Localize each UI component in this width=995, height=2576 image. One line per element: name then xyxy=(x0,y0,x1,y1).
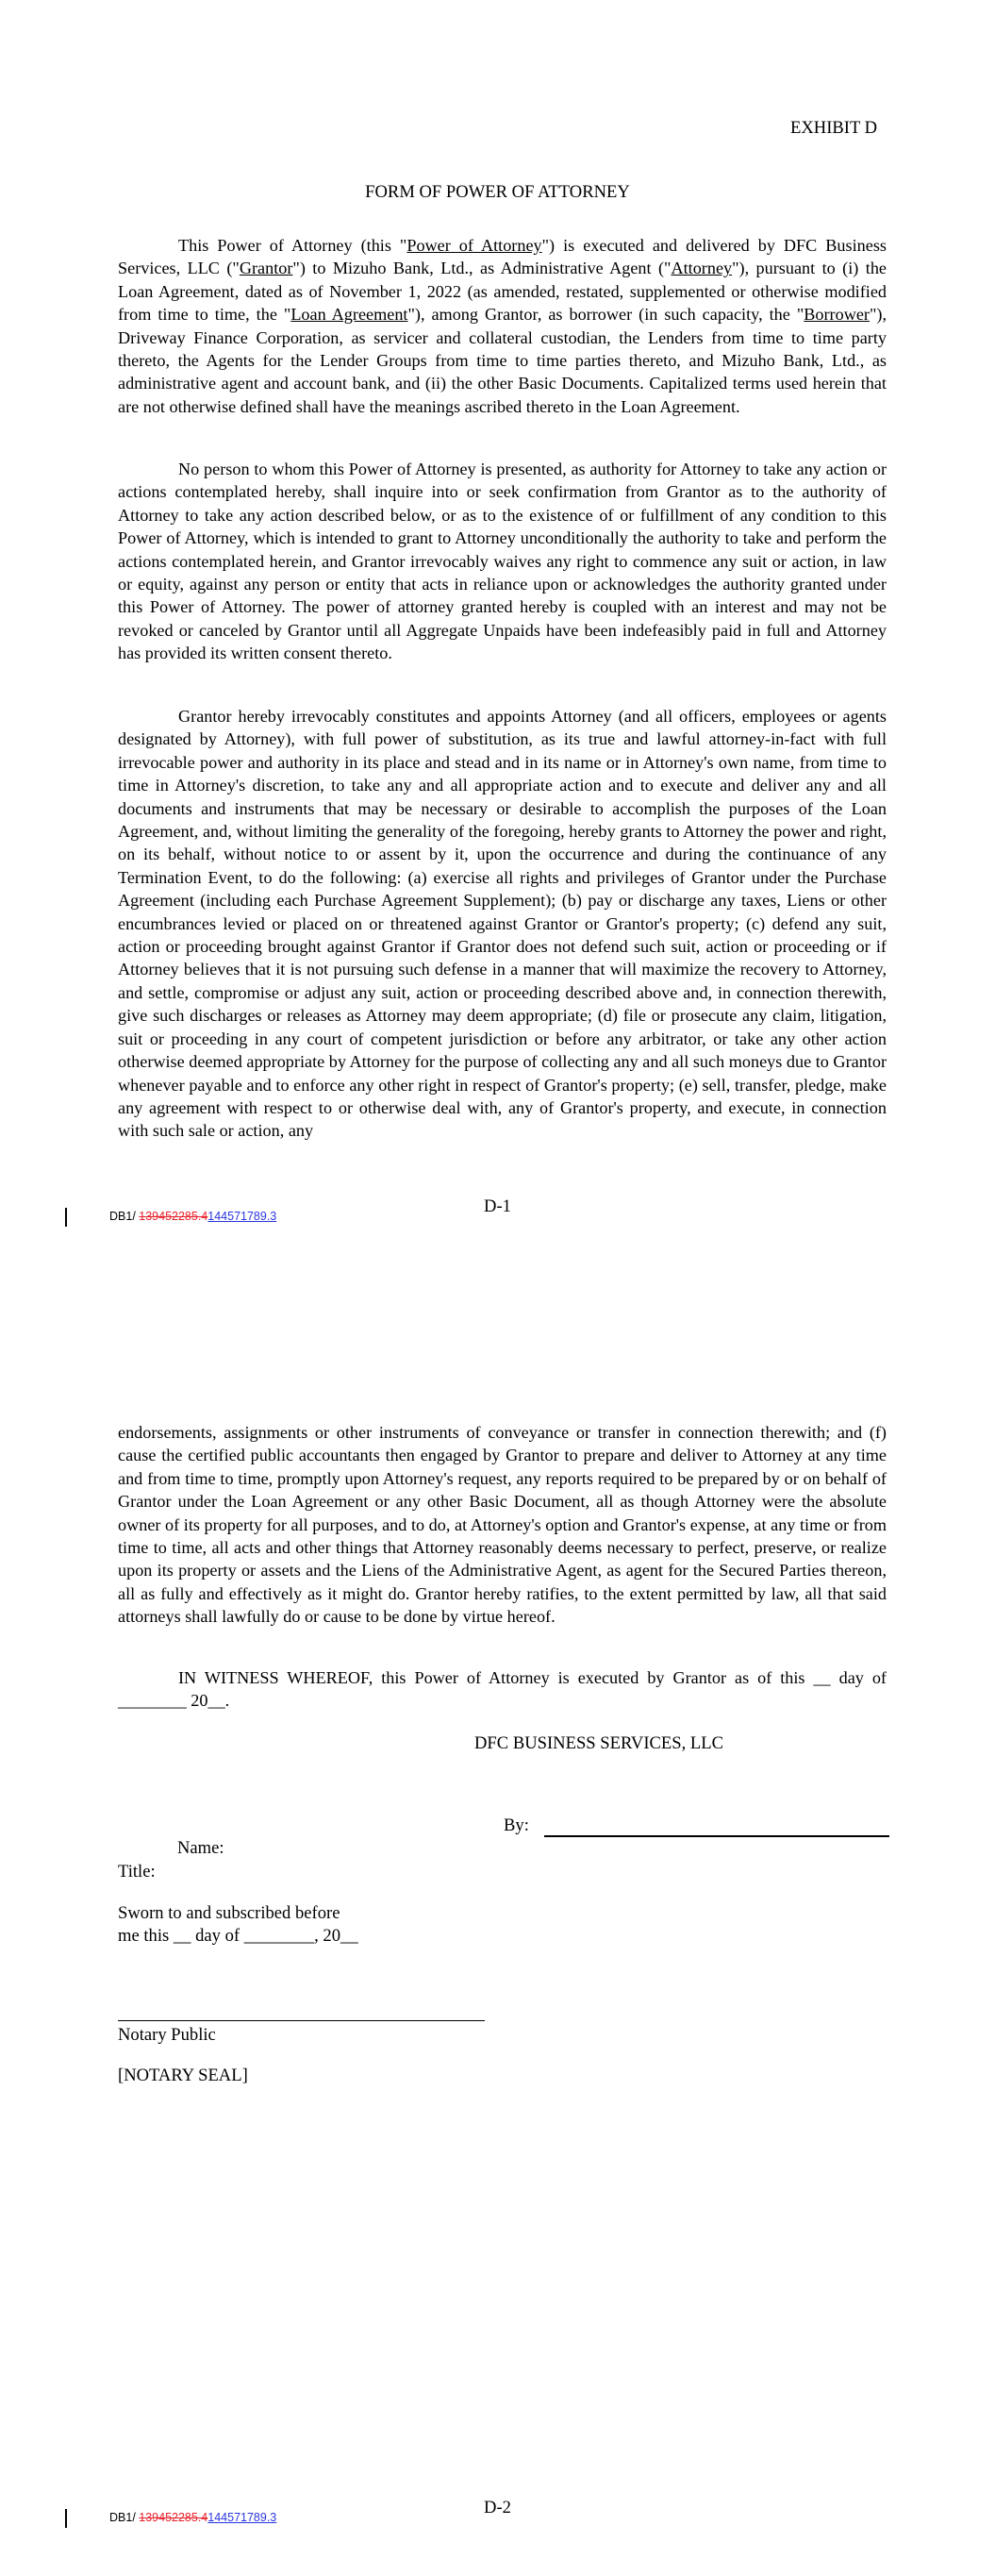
sworn-line-2: me this __ day of ________, 20__ xyxy=(118,1926,358,1946)
footer-inserted-id: 144571789.3 xyxy=(207,1210,277,1223)
page-number-1: D-1 xyxy=(484,1196,511,1216)
notary-signature-line xyxy=(118,2020,485,2021)
paragraph-appointment-continued: endorsements, assignments or other instruments of conveyance or transfer in connection therewith; and (f) cause the certified public accountants then engaged by Grantor to prepare and deliver to Attorney at any time and from time to time, promptly upon Attorney's request, any reports required to be prepared by or on behalf of Grantor under the Loan Agreement or any other Basic Document, all as though Attorney were the absolute owner of its property for all purposes, and to do, at Attorney's option and Grantor's expense, at any time or from time to time, all acts and other things that Attorney reasonably deems necessary to perfect, preserve, or realize upon its property or assets and the Liens of the Administrative Agent, as agent for the Secured Parties thereon, all as fully and effectively as it might do. Grantor hereby ratifies, to the extent permitted by law, all that said attorneys shall lawfully do or cause to be done by virtue hereof. xyxy=(118,1423,887,1627)
defined-term-grantor: Grantor xyxy=(239,259,293,278)
title-label: Title: xyxy=(118,1862,156,1882)
footer-prefix: DB1/ xyxy=(109,2511,140,2524)
paragraph-no-inquiry: No person to whom this Power of Attorney is presented, as authority for Attorney to take any action or actions contemplated hereby, shall inquire into or seek confirmation from Grantor as to the authority of Attorney to take any action described below, or as to the existence of or fulfillment of any condition to this Power of Attorney, which is intended to grant to Attorney unconditionally the authority to take and perform the actions contemplated herein, and Grantor irrevocably waives any right to commence any suit or action, in law or equity, against any person or entity that acts in reliance upon or acknowledges the authority granted under this Power of Attorney. The power of attorney granted hereby is coupled with an interest and may not be revoked or canceled by Grantor until all Aggregate Unpaids have been indefeasibly paid in full and Attorney has provided its written consent thereto. xyxy=(118,460,887,663)
paragraph-appointment: Grantor hereby irrevocably constitutes and appoints Attorney (and all officers, employees or agents designated by Attorney), with full power of substitution, as its true and lawful attorney-in-fact with full irrevocable power and authority in its place and stead and in its name or in Attorney's own name, from time to time in Attorney's discretion, to take any and all appropriate action and to execute and deliver any and all documents and instruments that may be necessary or desirable to accomplish the purposes of the Loan Agreement, and, without limiting the generality of the foregoing, hereby grants to Attorney the power and right, on its behalf, without notice to or assent by it, upon the occurrence and during the continuance of any Termination Event, to do the following: (a) exercise all rights and privileges of Grantor under the Purchase Agreement (including each Purchase Agreement Supplement); (b) pay or discharge any taxes, Liens or other encumbrances levied or placed on or threatened against Grantor or Grantor's property; (c) defend any suit, action or proceeding brought against Grantor if Grantor does not defend such suit, action or proceeding or if Attorney believes that it is not pursuing such defense in a manner that will maximize the recovery to Attorney, and settle, compromise or adjust any suit, action or proceeding described above and, in connection therewith, give such discharges or releases as Attorney may deem appropriate; (d) file or prosecute any claim, litigation, suit or proceeding in any court of competent jurisdiction or before any arbitrator, or take any other action otherwise deemed appropriate by Attorney for the purpose of collecting any and all such moneys due to Grantor whenever payable and to enforce any other right in respect of Grantor's property; (e) sell, transfer, pledge, make any agreement with respect to or otherwise deal with, any of Grantor's property, and execute, in connection with such sale or action, any xyxy=(118,707,887,1141)
footer-deleted-id: 139452285.4 xyxy=(139,2511,208,2524)
page-number-2: D-2 xyxy=(484,2498,511,2517)
footer-deleted-id: 139452285.4 xyxy=(139,1210,208,1223)
sworn-line-1: Sworn to and subscribed before xyxy=(118,1903,340,1923)
footer-doc-id-1 xyxy=(109,1210,276,1223)
change-bar-1 xyxy=(65,1208,67,1227)
exhibit-label: EXHIBIT D xyxy=(790,118,878,138)
para1-text-5: "), among Grantor, as borrower (in such capacity, the " xyxy=(407,305,804,325)
by-label: By: xyxy=(504,1815,529,1835)
document-title: FORM OF POWER OF ATTORNEY xyxy=(365,182,630,202)
signature-line xyxy=(544,1835,889,1837)
company-name: DFC BUSINESS SERVICES, LLC xyxy=(474,1733,724,1753)
para1-text-2: ") is executed and delivered by DFC Business Services, LLC (" xyxy=(118,236,887,278)
paragraph-witness: IN WITNESS WHEREOF, this Power of Attorney is executed by Grantor as of this __ day of ________ 20__. xyxy=(118,1668,887,1711)
para1-text-4: "), pursuant to (i) the Loan Agreement, dated as of November 1, 2022 (as amended, restated, supplemented or otherwise modified from time to time, the " xyxy=(118,259,887,325)
para1-text-3: ") to Mizuho Bank, Ltd., as Administrative Agent (" xyxy=(292,259,672,278)
notary-public-label: Notary Public xyxy=(118,2025,216,2045)
name-label: Name: xyxy=(177,1838,224,1858)
defined-term-loan-agreement: Loan Agreement xyxy=(290,305,408,325)
defined-term-power-of-attorney: Power of Attorney xyxy=(406,236,542,255)
paragraph-parties xyxy=(118,234,887,418)
footer-prefix: DB1/ xyxy=(109,1210,140,1223)
change-bar-2 xyxy=(65,2509,67,2528)
footer-inserted-id: 144571789.3 xyxy=(207,2511,277,2524)
notary-seal-label: [NOTARY SEAL] xyxy=(118,2066,248,2085)
footer-doc-id-2 xyxy=(109,2511,276,2524)
para1-text-6: "), Driveway Finance Corporation, as servicer and collateral custodian, the Lenders from time to time party thereto, the Agents for the Lender Groups from time to time parties thereto, and Mizuho Bank, Ltd., as administrative agent and account bank, and (ii) the other Basic Documents. Capitalized terms used herein that are not otherwise defined shall have the meanings ascribed thereto in the Loan Agreement. xyxy=(118,305,887,416)
defined-term-attorney: Attorney xyxy=(671,259,733,278)
defined-term-borrower: Borrower xyxy=(804,305,870,325)
para1-text-1: This Power of Attorney (this " xyxy=(178,236,407,255)
